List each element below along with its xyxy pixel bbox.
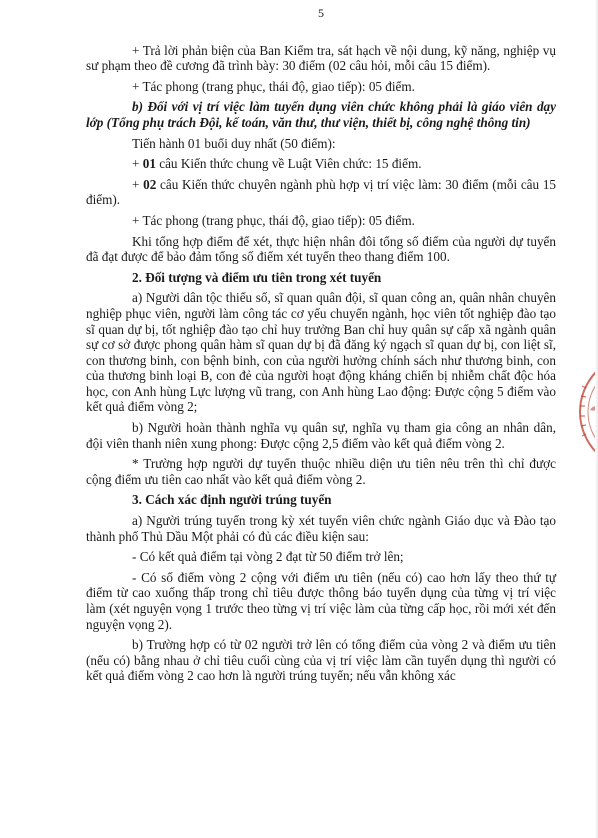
paragraph-condition-2: - Có số điểm vòng 2 cộng với điểm ưu tiên (nếu có) cao hơn lấy theo thứ tự điểm từ cao xuống thấp trong chỉ tiêu được thông báo tuyển dụng của từng vị trí việc làm (xét nguyện vọng 1 trước theo từng vị trí việc làm của từng cấp học, rồi mới xét đến nguyện vọng 2). [86,569,556,632]
paragraph-condition-1: - Có kết quả điểm tại vòng 2 đạt từ 50 điểm trở lên; [132,549,404,565]
paragraph-priority-note: * Trường hợp người dự tuyển thuộc nhiều diện ưu tiên nêu trên thì chỉ được cộng điểm ưu tiên cao nhất vào kết quả điểm vòng 2. [86,456,556,487]
item-text: câu Kiến thức chung về Luật Viên chức: 15 điểm. [155,156,422,172]
paragraph-general-knowledge [86,156,556,172]
paragraph-score-doubling: Khi tổng hợp điểm để xét, thực hiện nhân đôi tổng số điểm của người dự tuyển đã đạt được để bảo đảm tổng số điểm xét tuyển theo thang điểm 100. [86,233,556,265]
count-bold: 02 [143,176,157,192]
section-heading-selection: 3. Cách xác định người trúng tuyển [132,492,332,508]
paragraph-manner-1: + Tác phong (trang phục, thái độ, giao tiếp): 05 điểm. [132,78,415,94]
subheading-non-teacher: b) Đối với vị trí việc làm tuyển dụng viên chức không phải là giáo viên dạy lớp (Tổng phụ trách Đội, kế toán, văn thư, thư viện, thiết bị, công nghệ thông tin) [86,99,556,130]
page-number: 5 [318,6,324,20]
paragraph-rebuttal: + Trả lời phản biện của Ban Kiểm tra, sát hạch về nội dung, kỹ năng, nghiệp vụ sư phạm theo đề cương đã trình bày: 30 điểm (02 câu hỏi, mỗi câu 15 điểm). [86,42,556,74]
item-text: câu Kiến thức chuyên ngành phù hợp vị trí việc làm: 30 điểm (mỗi câu 15 điểm). [86,176,557,208]
paragraph-priority-b: b) Người hoàn thành nghĩa vụ quân sự, nghĩa vụ tham gia công an nhân dân, đội viên thanh niên xung phong: Được cộng 2,5 điểm vào kết quả điểm vòng 2. [86,420,556,451]
paragraph-manner-2: + Tác phong (trang phục, thái độ, giao tiếp): 05 điểm. [132,212,415,228]
bullet-prefix: + [132,176,144,192]
bullet-prefix: + [132,156,143,172]
count-bold: 01 [142,156,156,172]
paragraph-single-session: Tiến hành 01 buổi duy nhất (50 điểm): [132,135,336,151]
paragraph-specialized-knowledge [86,177,556,208]
paragraph-priority-a: a) Người dân tộc thiểu số, sĩ quan quân đội, sĩ quan công an, quân nhân chuyên nghiệp phục viên, người làm công tác cơ yếu chuyển ngành, học viên tốt nghiệp đào tạo sĩ quan dự bị, tốt nghiệp đào tạo chỉ huy trưởng Ban chỉ huy quân sự cấp xã ngành quân sự cơ sở được phong quân hàm sĩ quan dự bị đã đăng ký ngạch sĩ quan dự bị, con liệt sĩ, con thương binh, con bệnh binh, con của người hưởng chính sách như thương binh, con của thương binh loại B, con đẻ của người hoạt động kháng chiến bị nhiễm chất độc hóa học, con Anh hùng Lực lượng vũ trang, con Anh hùng Lao động: Được cộng 5 điểm vào kết quả điểm vòng 2; [86,290,556,415]
paragraph-selection-b: b) Trường hợp có từ 02 người trở lên có tổng điểm của vòng 2 và điểm ưu tiên (nếu có) bằng nhau ở chỉ tiêu cuối cùng của vị trí việc làm cần tuyển dụng thì người có kết quả điểm vòng 2 cao hơn là người trúng tuyển; nếu vẫn không xác [86,637,556,684]
section-heading-priority: 2. Đối tượng và điểm ưu tiên trong xét tuyển [132,269,382,285]
paragraph-selection-a: a) Người trúng tuyển trong kỳ xét tuyển viên chức ngành Giáo dục và Đào tạo thành phố Thủ Dầu Một phải có đủ các điều kiện sau: [86,513,556,544]
